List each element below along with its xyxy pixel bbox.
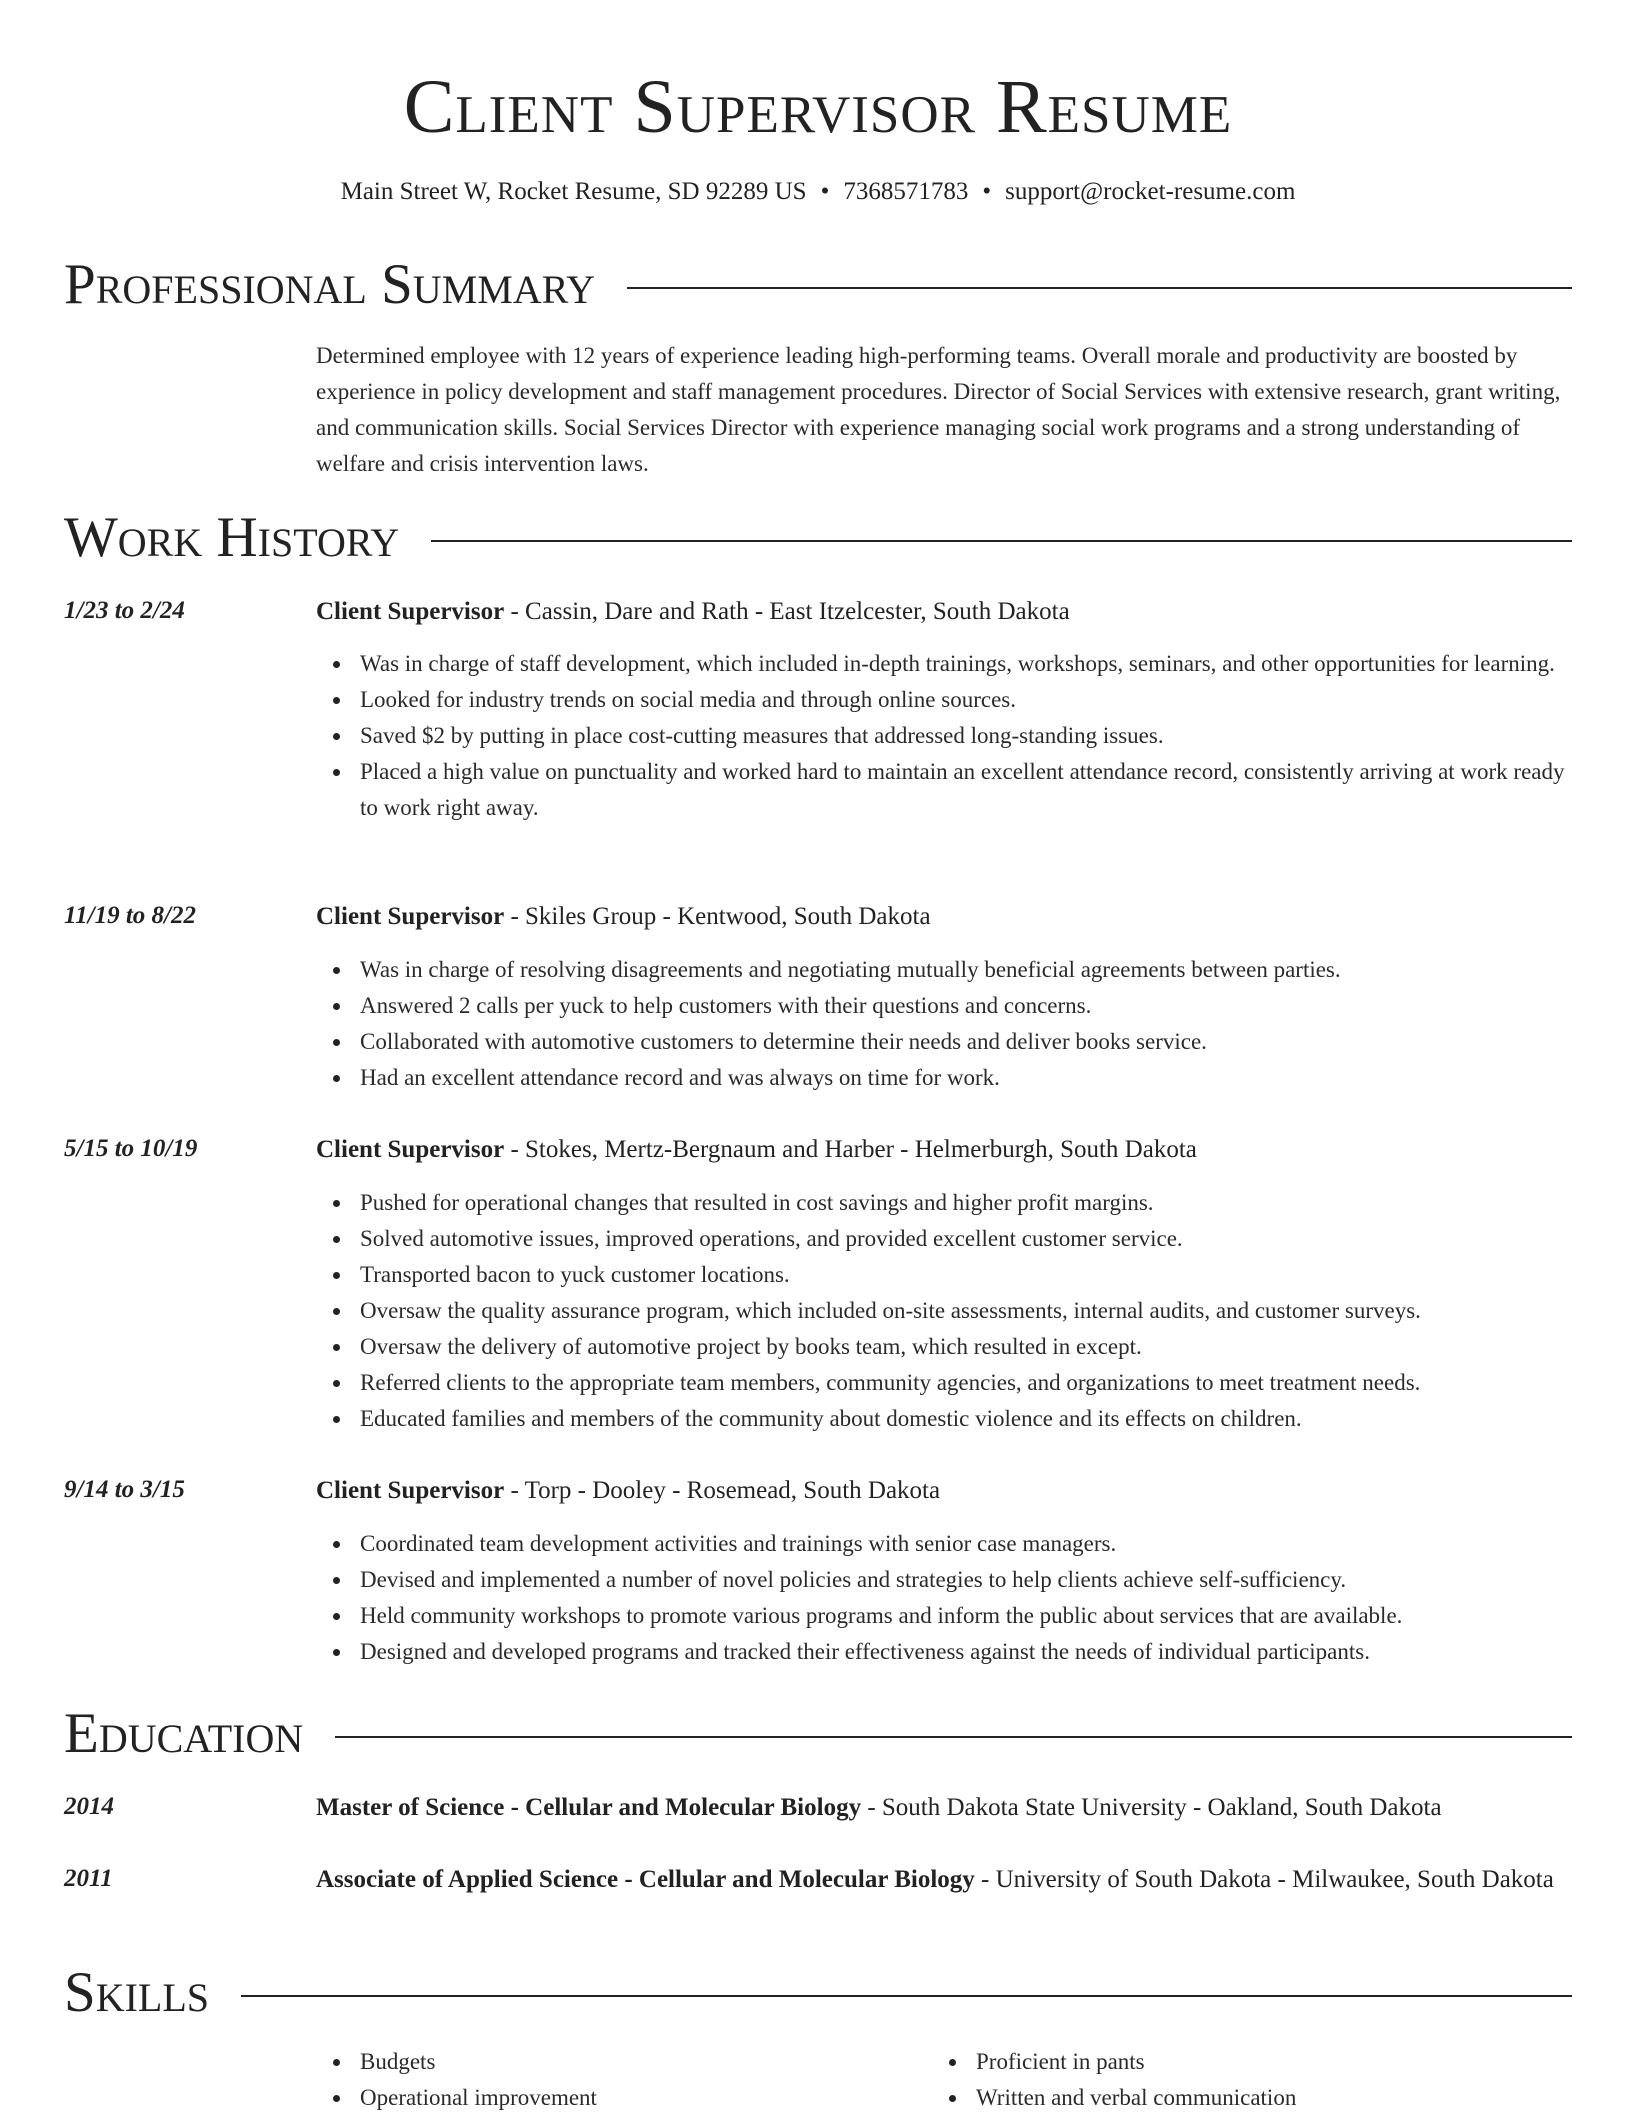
job-bullets bbox=[360, 1185, 1572, 1437]
section-header-work-history bbox=[64, 505, 1572, 571]
job-title: Client Supervisor bbox=[316, 1136, 505, 1163]
list-item: Solved automotive issues, improved operations, and provided excellent customer service. bbox=[360, 1221, 1572, 1257]
job-employer: - Skiles Group - Kentwood, South Dakota bbox=[504, 903, 931, 930]
section-divider bbox=[335, 1736, 1572, 1738]
job-heading bbox=[316, 898, 1572, 936]
education-year: 2014 bbox=[64, 1793, 114, 1820]
section-header-education bbox=[64, 1701, 1572, 1767]
skill-item: Proficient in pants bbox=[976, 2044, 1536, 2080]
list-item: Transported bacon to yuck customer locations. bbox=[360, 1257, 1572, 1293]
skill-item: Budgets bbox=[360, 2044, 920, 2080]
job-heading bbox=[316, 1131, 1572, 1169]
skills-list-left bbox=[360, 2044, 920, 2116]
list-item: Educated families and members of the community about domestic violence and its effects on children. bbox=[360, 1401, 1572, 1437]
section-title-education: Education bbox=[64, 1702, 304, 1765]
education-degree: Associate of Applied Science - Cellular and Molecular Biology bbox=[316, 1866, 975, 1893]
list-item: Was in charge of staff development, which included in-depth trainings, workshops, seminars, and other opportunities for learning. bbox=[360, 646, 1572, 682]
list-item: Had an excellent attendance record and was always on time for work. bbox=[360, 1060, 1572, 1096]
skill-item: Written and verbal communication bbox=[976, 2080, 1536, 2116]
list-item: Answered 2 calls per yuck to help customers with their questions and concerns. bbox=[360, 988, 1572, 1024]
list-item: Devised and implemented a number of novel policies and strategies to help clients achieve self-sufficiency. bbox=[360, 1562, 1572, 1598]
contact-email: support@rocket-resume.com bbox=[1005, 178, 1296, 205]
job-title: Client Supervisor bbox=[316, 1477, 505, 1504]
education-heading bbox=[316, 1789, 1572, 1827]
contact-separator: • bbox=[820, 178, 830, 205]
section-title-work-history: Work History bbox=[64, 506, 400, 569]
section-divider bbox=[431, 540, 1572, 542]
list-item: Oversaw the delivery of automotive project by books team, which resulted in except. bbox=[360, 1329, 1572, 1365]
job-heading bbox=[316, 593, 1572, 631]
list-item: Pushed for operational changes that resulted in cost savings and higher profit margins. bbox=[360, 1185, 1572, 1221]
job-title: Client Supervisor bbox=[316, 903, 505, 930]
job-dates: 1/23 to 2/24 bbox=[64, 597, 185, 624]
section-header-skills bbox=[64, 1960, 1572, 2026]
job-dates: 11/19 to 8/22 bbox=[64, 902, 196, 929]
contact-line bbox=[64, 174, 1572, 210]
list-item: Oversaw the quality assurance program, which included on-site assessments, internal audits, and customer surveys. bbox=[360, 1293, 1572, 1329]
contact-address: Main Street W, Rocket Resume, SD 92289 US bbox=[340, 178, 807, 205]
job-dates: 9/14 to 3/15 bbox=[64, 1476, 185, 1503]
list-item: Looked for industry trends on social media and through online sources. bbox=[360, 682, 1572, 718]
list-item: Collaborated with automotive customers to determine their needs and deliver books service. bbox=[360, 1024, 1572, 1060]
job-dates: 5/15 to 10/19 bbox=[64, 1135, 198, 1162]
job-bullets bbox=[360, 1526, 1572, 1670]
contact-separator: • bbox=[982, 178, 992, 205]
section-divider bbox=[627, 287, 1572, 289]
section-divider bbox=[241, 1995, 1572, 1997]
section-title-skills: Skills bbox=[64, 1961, 210, 2024]
skill-item: Operational improvement bbox=[360, 2080, 920, 2116]
resume-title: Client Supervisor Resume bbox=[403, 65, 1233, 149]
section-header-summary bbox=[64, 252, 1572, 318]
list-item: Placed a high value on punctuality and worked hard to maintain an excellent attendance record, consistently arriving at work ready to work right away. bbox=[360, 754, 1572, 826]
education-school: - University of South Dakota - Milwaukee, South Dakota bbox=[974, 1866, 1554, 1893]
skills-list-right bbox=[976, 2044, 1536, 2116]
education-school: - South Dakota State University - Oakland, South Dakota bbox=[861, 1794, 1442, 1821]
list-item: Coordinated team development activities and trainings with senior case managers. bbox=[360, 1526, 1572, 1562]
list-item: Designed and developed programs and tracked their effectiveness against the needs of individual participants. bbox=[360, 1634, 1572, 1670]
section-title-summary: Professional Summary bbox=[64, 253, 596, 316]
list-item: Was in charge of resolving disagreements and negotiating mutually beneficial agreements between parties. bbox=[360, 952, 1572, 988]
job-employer: - Stokes, Mertz-Bergnaum and Harber - Helmerburgh, South Dakota bbox=[504, 1136, 1197, 1163]
education-degree: Master of Science - Cellular and Molecular Biology bbox=[316, 1794, 862, 1821]
job-employer: - Torp - Dooley - Rosemead, South Dakota bbox=[504, 1477, 941, 1504]
job-bullets bbox=[360, 646, 1572, 826]
job-title: Client Supervisor bbox=[316, 598, 505, 625]
list-item: Referred clients to the appropriate team members, community agencies, and organizations to meet treatment needs. bbox=[360, 1365, 1572, 1401]
job-bullets bbox=[360, 952, 1572, 1096]
list-item: Saved $2 by putting in place cost-cutting measures that addressed long-standing issues. bbox=[360, 718, 1572, 754]
list-item: Held community workshops to promote various programs and inform the public about services that are available. bbox=[360, 1598, 1572, 1634]
job-employer: - Cassin, Dare and Rath - East Itzelcester, South Dakota bbox=[504, 598, 1070, 625]
contact-phone: 7368571783 bbox=[843, 178, 969, 205]
education-year: 2011 bbox=[64, 1865, 113, 1892]
job-heading bbox=[316, 1472, 1572, 1510]
summary-text: Determined employee with 12 years of experience leading high-performing teams. Overall morale and productivity are boosted by experience in policy development and staff management procedures. Director of Social Services with extensive research, grant writing, and communication skills. Social Services Director with experience managing social work programs and a strong understanding of welfare and crisis intervention laws. bbox=[316, 343, 1561, 476]
education-heading bbox=[316, 1861, 1572, 1899]
